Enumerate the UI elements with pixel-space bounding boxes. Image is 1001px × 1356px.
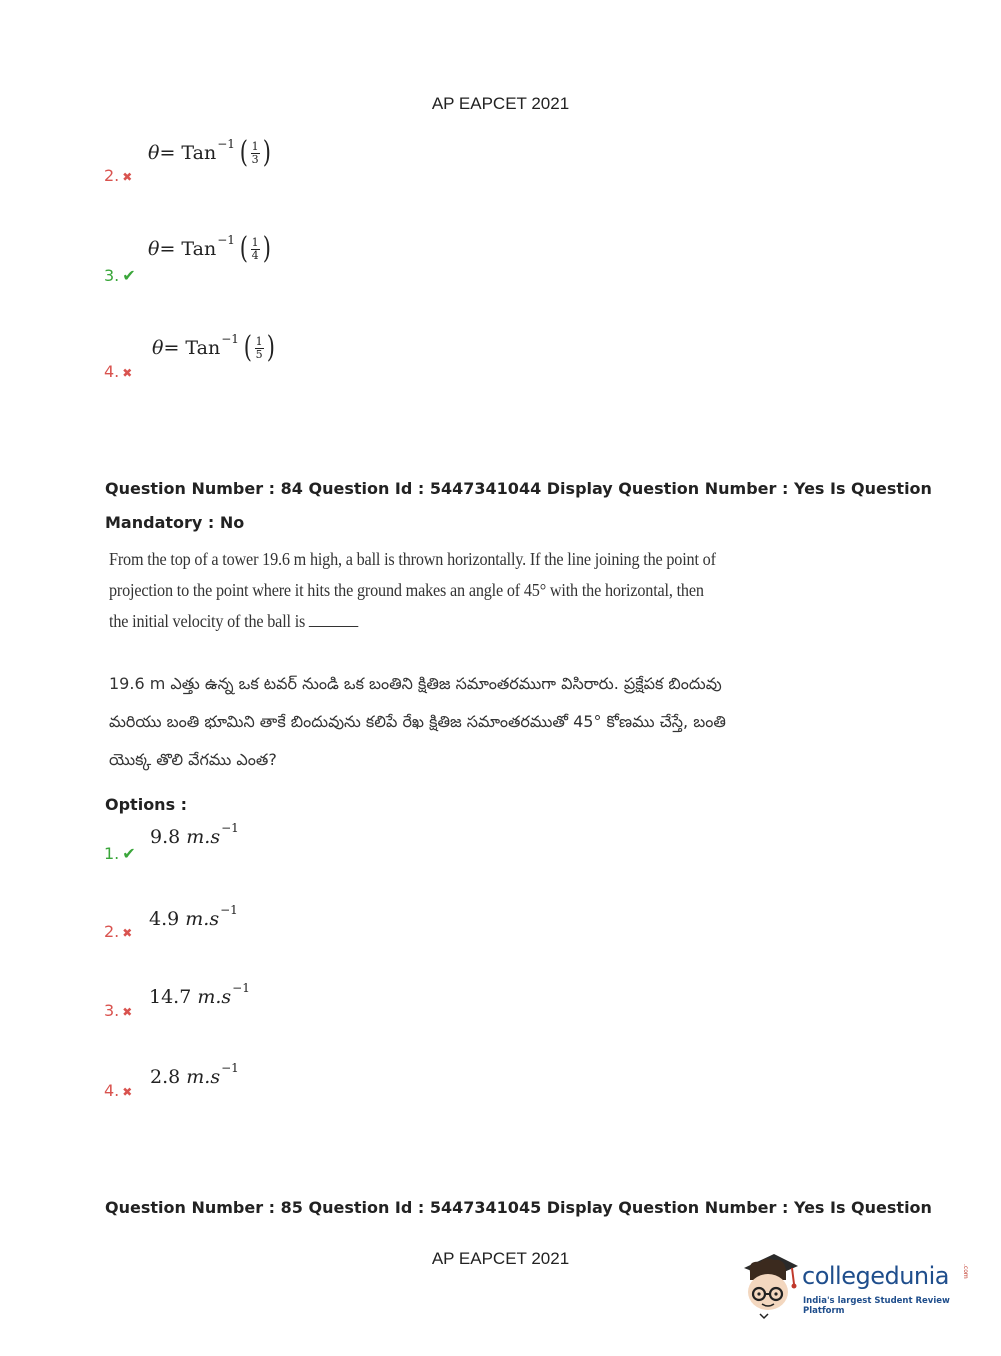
option-number: 4. — [104, 362, 120, 381]
option-number: 2. — [104, 922, 120, 941]
check-icon: ✔ — [122, 266, 136, 285]
question-84-telugu — [109, 665, 726, 779]
cross-icon: ✖ — [122, 1085, 133, 1099]
fraction: ( $\frac{1}{5}$ ) — [243, 330, 275, 365]
option-2-marker — [104, 922, 132, 941]
formula-eq: = Tan — [159, 238, 217, 260]
telugu-text-line: యొక్క తొలి వేగము ఎంత? — [109, 750, 277, 769]
question-text-line: the initial velocity of the ball is — [109, 611, 306, 631]
logo-wordmark: collegedunia — [802, 1262, 950, 1290]
prev-option-3-formula — [148, 231, 272, 266]
option-unit: m.s — [186, 826, 221, 848]
option-exp: −1 — [220, 903, 238, 917]
fraction-numerator: 1 — [251, 235, 259, 249]
question-text-line: projection to the point where it hits the ground makes an angle of 45° with the horizontal, then — [109, 580, 704, 600]
formula-eq: = Tan — [163, 337, 221, 359]
option-exp: −1 — [221, 1061, 239, 1075]
answer-blank — [309, 610, 359, 627]
mascot-icon — [740, 1250, 802, 1320]
prev-option-2-marker — [104, 166, 132, 185]
option-2-value — [149, 903, 238, 930]
option-exp: −1 — [232, 981, 250, 995]
telugu-text-line: మరియు బంతి భూమిని తాకే బిందువును కలిపే రేఖ క్షితిజ సమాంతరముతో 45° కోణము చేస్తే, బంతి — [109, 712, 726, 731]
formula-exp: −1 — [217, 233, 235, 247]
option-value: 2.8 — [150, 1066, 181, 1088]
option-number: 2. — [104, 166, 120, 185]
fraction: ( $\frac{1}{3}$ ) — [239, 135, 271, 170]
prev-option-4-formula — [152, 330, 276, 365]
logo-tagline: India's largest Student Review Platform — [803, 1296, 950, 1316]
question-85-meta-line1: Question Number : 85 Question Id : 5447341045 Display Question Number : Yes Is Question — [105, 1198, 932, 1217]
formula-lhs: θ — [148, 142, 160, 164]
option-number: 3. — [104, 266, 120, 285]
prev-option-3-marker — [104, 266, 136, 285]
option-value: 14.7 — [149, 986, 192, 1008]
collegedunia-logo — [740, 1250, 970, 1320]
telugu-text-line: 19.6 m ఎత్తు ఉన్న ఒక టవర్ నుండి ఒక బంతిని క్షితిజ సమాంతరముగా విసిరారు. ప్రక్షేపక బిందువు — [109, 674, 722, 693]
option-number: 4. — [104, 1081, 120, 1100]
page-footer: AP EAPCET 2021 — [431, 1249, 570, 1268]
formula-eq: = Tan — [159, 142, 217, 164]
cross-icon: ✖ — [122, 926, 133, 940]
cross-icon: ✖ — [122, 1005, 133, 1019]
option-4-value — [150, 1061, 239, 1088]
cross-icon: ✖ — [122, 170, 133, 184]
fraction: ( $\frac{1}{4}$ ) — [239, 231, 271, 266]
fraction-denominator: 4 — [251, 248, 259, 262]
formula-lhs: θ — [148, 238, 160, 260]
fraction-numerator: 1 — [255, 334, 263, 348]
fraction-denominator: 3 — [251, 152, 259, 166]
fraction-denominator: 5 — [255, 347, 263, 361]
option-exp: −1 — [221, 821, 239, 835]
option-1-value — [150, 821, 239, 848]
formula-exp: −1 — [217, 137, 235, 151]
check-icon: ✔ — [122, 844, 136, 863]
option-unit: m.s — [197, 986, 232, 1008]
question-84-meta-line1: Question Number : 84 Question Id : 5447341044 Display Question Number : Yes Is Question — [105, 479, 932, 498]
option-1-marker — [104, 844, 136, 863]
options-label: Options : — [105, 795, 188, 814]
option-value: 9.8 — [150, 826, 181, 848]
option-4-marker — [104, 1081, 132, 1100]
prev-option-4-marker — [104, 362, 132, 381]
option-unit: m.s — [185, 908, 220, 930]
cross-icon: ✖ — [122, 366, 133, 380]
prev-option-2-formula — [148, 135, 272, 170]
formula-exp: −1 — [221, 332, 239, 346]
question-text-line: From the top of a tower 19.6 m high, a ball is thrown horizontally. If the line joining the point of — [109, 549, 716, 569]
logo-suffix: .com — [962, 1264, 969, 1279]
question-84-english — [109, 544, 716, 637]
fraction-numerator: 1 — [251, 139, 259, 153]
option-unit: m.s — [186, 1066, 221, 1088]
question-84-meta-line2: Mandatory : No — [105, 513, 245, 532]
option-number: 3. — [104, 1001, 120, 1020]
option-number: 1. — [104, 844, 120, 863]
formula-lhs: θ — [152, 337, 164, 359]
page-header: AP EAPCET 2021 — [431, 94, 570, 113]
option-3-marker — [104, 1001, 132, 1020]
option-3-value — [149, 981, 250, 1008]
option-value: 4.9 — [149, 908, 180, 930]
